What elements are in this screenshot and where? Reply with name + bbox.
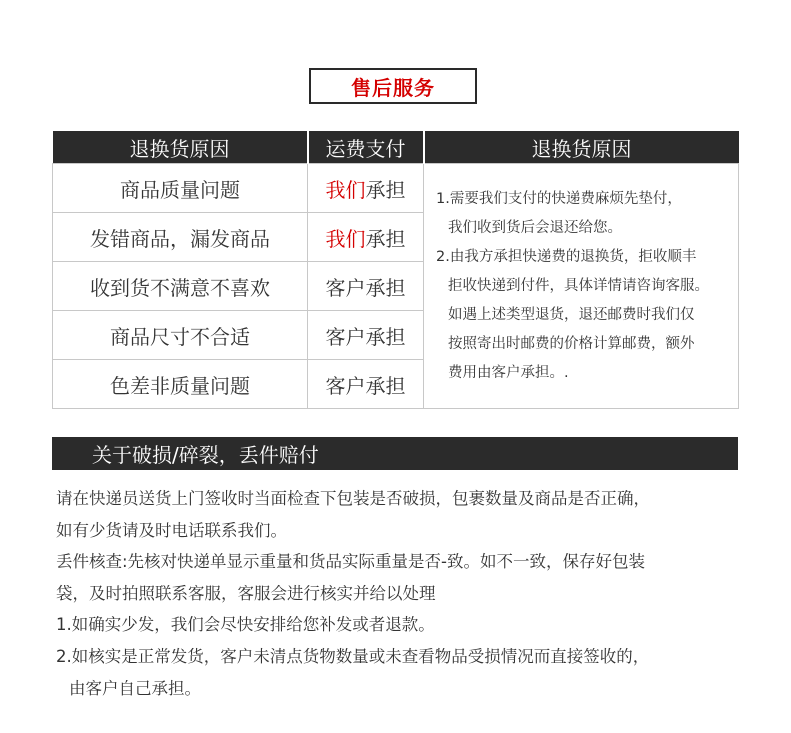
note-line: 费用由客户承担。. [448, 364, 569, 381]
policy-line: 如有少货请及时电话联系我们。 [56, 520, 287, 540]
reason-cell: 商品质量问题 [53, 164, 308, 213]
note-line: 1.需要我们支付的快递费麻烦先垫付， [436, 190, 682, 207]
damage-section-title: 关于破损/碎裂，丢件赔付 [52, 437, 738, 470]
note-line: 如遇上述类型退货，退还邮费时我们仅 [448, 306, 695, 323]
payment-text: 承担 [365, 177, 406, 202]
table-header-row [53, 131, 739, 164]
payment-text: 客户承担 [325, 324, 406, 349]
policy-line: 袋，及时拍照联系客服，客服会进行核实并给以处理 [56, 583, 436, 603]
header-shipping-payment: 运费支付 [308, 131, 424, 164]
policy-line: 请在快递员送货上门签收时当面检查下包装是否破损，包裹数量及商品是否正确， [56, 489, 650, 508]
payment-highlight: 我们 [325, 226, 366, 251]
policy-line: 2.如核实是正常发货，客户未清点货物数量或未查看物品受损情况而直接签收的， [56, 646, 650, 666]
note-line: 我们收到货后会退还给您。 [448, 219, 622, 236]
returns-table [52, 131, 739, 409]
policy-line: 1.如确实少发，我们会尽快安排给您补发或者退款。 [56, 615, 435, 635]
payment-text: 客户承担 [325, 373, 406, 398]
payment-text: 客户承担 [325, 275, 406, 300]
reason-cell: 商品尺寸不合适 [53, 311, 308, 360]
note-line: 拒收快递到付件，具体详情请咨询客服。 [448, 277, 709, 294]
note-line: 按照寄出时邮费的价格计算邮费，额外 [448, 335, 695, 352]
notes-cell [424, 164, 739, 409]
policy-line: 由客户自己承担。 [69, 678, 201, 698]
payment-cell [308, 213, 424, 262]
table-row [53, 164, 739, 213]
policy-line: 丢件核查:先核对快递单显示重量和货品实际重量是否-致。如不一致，保存好包装 [56, 552, 646, 572]
payment-cell [308, 360, 424, 409]
payment-cell [308, 311, 424, 360]
note-line: 2.由我方承担快递费的退换货，拒收顺丰 [436, 248, 697, 265]
payment-cell [308, 262, 424, 311]
payment-text: 承担 [365, 226, 406, 251]
reason-cell: 发错商品，漏发商品 [53, 213, 308, 262]
payment-cell [308, 164, 424, 213]
reason-cell: 色差非质量问题 [53, 360, 308, 409]
payment-highlight: 我们 [325, 177, 366, 202]
header-reason: 退换货原因 [53, 131, 308, 164]
header-notes: 退换货原因 [424, 131, 739, 164]
page-title: 售后服务 [309, 68, 477, 104]
reason-cell: 收到货不满意不喜欢 [53, 262, 308, 311]
damage-policy-text [56, 483, 746, 704]
